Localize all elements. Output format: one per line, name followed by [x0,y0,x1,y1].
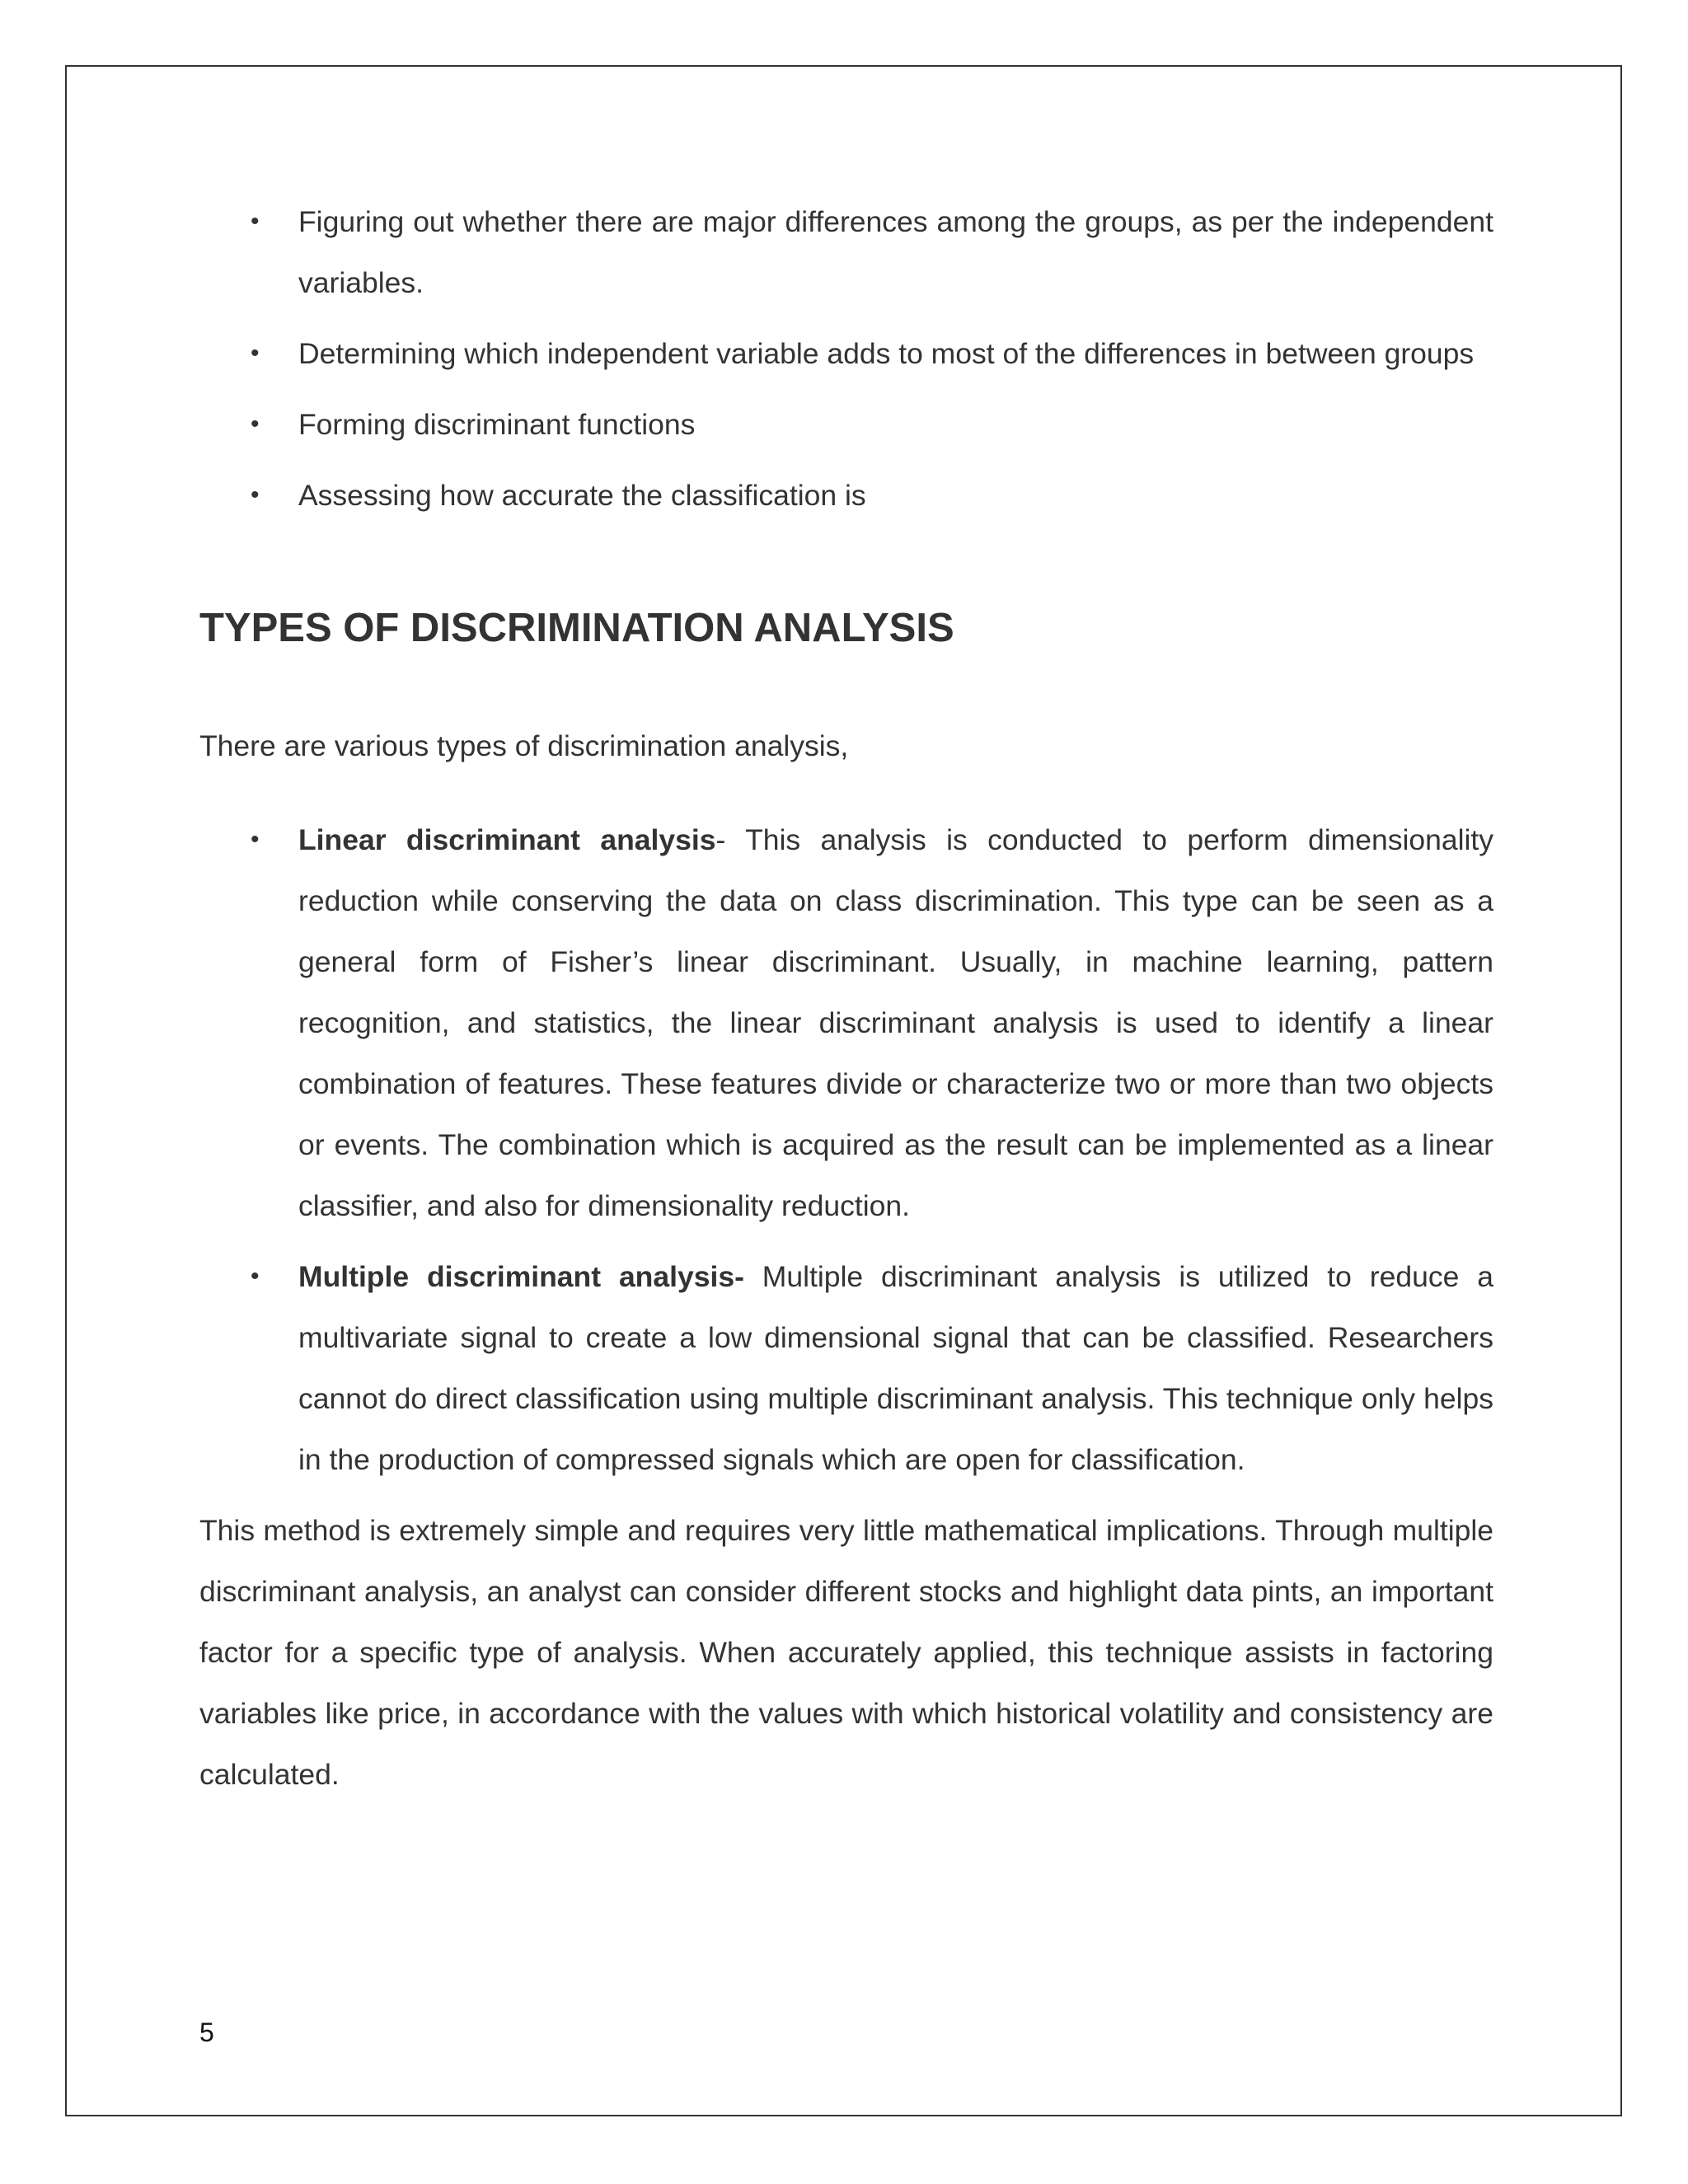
bullet-icon: • [251,1263,260,1290]
type-term: Linear discriminant analysis [298,823,716,856]
type-description: Multiple discriminant analysis is utilized to reduce a multivariate signal to create a low dimensional signal that can be classified. Researchers cannot do direct classification using multiple discriminant analysis. This technique only helps in the production of compressed signals which are open for classification. [298,1260,1493,1476]
bullet-icon: • [251,410,260,438]
type-separator: - [715,823,746,856]
list-item-text: Forming discriminant functions [298,408,696,441]
objectives-list [199,191,1493,526]
closing-paragraph: This method is extremely simple and requires very little mathematical implications. Through multiple discriminant analysis, an analyst can consider different stocks and highlight data pints, an important factor for a specific type of analysis. When accurately applied, this technique assists in factoring variables like price, in accordance with the values with which historical volatility and consistency are calculated. [199,1514,1493,1791]
list-item-text: Assessing how accurate the classification is [298,479,866,512]
list-item-text [298,1246,1493,1490]
type-description: This analysis is conducted to perform dimensionality reduction while conserving the data on class discrimination. This type can be seen as a general form of Fisher’s linear discriminant. Usually, in machine learning, pattern recognition, and statistics, the linear discriminant analysis is used to identify a linear combination of features. These features divide or characterize two or more than two objects or events. The combination which is acquired as the result can be implemented as a linear classifier, and also for dimensionality reduction. [298,823,1493,1222]
list-item [199,809,1493,1236]
page-content [199,191,1493,1805]
list-item [199,465,1493,526]
list-item-text [298,809,1493,1236]
bullet-icon: • [251,340,260,367]
list-item-text: Figuring out whether there are major differences among the groups, as per the independent variables. [298,205,1493,299]
list-item [199,1246,1493,1490]
type-term: Multiple discriminant analysis- [298,1260,744,1293]
intro-paragraph: There are various types of discrimination analysis, [199,729,849,762]
types-list [199,809,1493,1490]
list-item [199,191,1493,313]
list-item-text: Determining which independent variable adds to most of the differences in between groups [298,337,1475,370]
type-separator [744,1260,762,1293]
bullet-icon: • [251,826,260,853]
section-heading: TYPES OF DISCRIMINATION ANALYSIS [199,606,954,650]
bullet-icon: • [251,481,260,509]
page-number: 5 [199,2018,214,2047]
list-item [199,394,1493,455]
bullet-icon: • [251,208,260,235]
list-item [199,323,1493,384]
